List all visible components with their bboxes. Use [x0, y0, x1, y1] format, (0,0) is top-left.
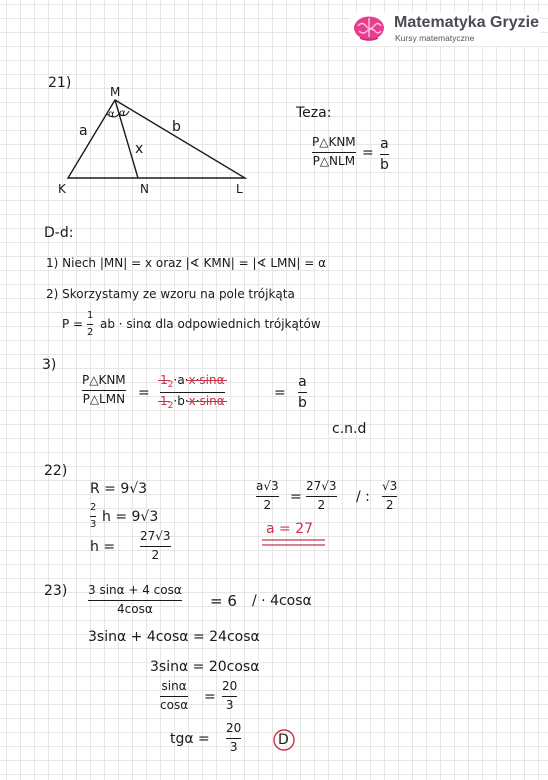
side-equation-equals: = [290, 489, 302, 505]
fraction-bar [306, 496, 337, 497]
side-label-a: a [79, 123, 88, 139]
point-label-k: K [58, 182, 66, 196]
cancel-2: 2 [167, 401, 174, 412]
trig-fraction [88, 584, 182, 617]
brand-title: Matematyka Gryzie [394, 14, 539, 31]
side-equation-right [306, 480, 337, 513]
step3-equals-1: = [138, 385, 150, 401]
area-formula-p: P = [62, 317, 84, 331]
side-eq-left-den: 2 [263, 497, 272, 512]
segment-label-x: x [135, 141, 144, 157]
fraction-bar [226, 738, 241, 739]
proof-step-1: 1) Niech |MN| = x oraz |∢ KMN| = |∢ LMN| = α [46, 256, 327, 270]
factor-b: ·b· [173, 394, 189, 409]
problem-21-number: 21) [48, 75, 72, 91]
height-den: 2 [151, 547, 160, 562]
two-thirds-den: 3 [90, 518, 97, 530]
thesis-equals: = [362, 145, 374, 161]
side-label-b: b [172, 119, 181, 135]
thesis-numerator: P△KNM [312, 135, 356, 149]
height-equation: h = 9√3 [102, 509, 159, 525]
dot: · [195, 394, 200, 409]
half-den: 2 [87, 326, 94, 338]
height-lhs: h = [90, 539, 116, 555]
fraction-bar [256, 496, 279, 497]
division-divisor [382, 480, 397, 513]
cos-den: cosα [160, 697, 189, 712]
division-operator: / : [356, 489, 370, 505]
step3-cancel-den [160, 395, 225, 411]
thesis-ratio-num: a [380, 136, 389, 152]
tangent-num: 20 [226, 721, 242, 735]
half-num: 1 [87, 310, 94, 321]
factor-a: ·a· [173, 373, 189, 387]
three-den: 3 [225, 697, 234, 712]
fraction-bar [160, 696, 188, 697]
proof-step-3: 3) [42, 357, 57, 373]
radius-value: R = 9√3 [90, 481, 148, 497]
twenty-thirds [222, 680, 237, 713]
thesis-fraction [312, 136, 356, 169]
step3-equals-2: = [274, 385, 286, 401]
angle-label-left: α [108, 109, 115, 120]
sin-cos-equals: = [204, 689, 216, 705]
step3-denominator: P△LMN [82, 391, 126, 406]
cancel-2: 2 [167, 380, 174, 390]
twenty-num: 20 [222, 679, 238, 693]
cancel-sin: sinα [199, 394, 225, 409]
trig-rhs: = 6 [210, 592, 237, 610]
point-label-m: M [110, 85, 121, 99]
point-label-l: L [236, 182, 243, 196]
thesis-ratio-den: b [380, 157, 389, 174]
answer-22: a = 27 [266, 521, 314, 537]
trig-step-3: 3sinα = 20cosα [150, 659, 260, 675]
fraction-bar [382, 496, 397, 497]
divisor-num: √3 [382, 479, 398, 493]
step3-result-num: a [298, 374, 307, 390]
fraction-bar [298, 392, 307, 393]
two-thirds-num: 2 [90, 502, 97, 513]
problem-23-number: 23) [44, 583, 68, 599]
dot: · [195, 373, 200, 387]
fraction-bar [87, 324, 93, 325]
sin-cos-ratio [160, 680, 188, 713]
sin-num: sinα [161, 679, 187, 693]
proof-label: D-d: [44, 225, 74, 241]
multiply-operator: / · 4cosα [252, 593, 312, 609]
height-value [140, 530, 171, 563]
step3-cancel-fraction [160, 374, 225, 412]
answer-23-letter: D [278, 732, 289, 748]
trig-fraction-den: 4cosα [117, 601, 153, 616]
trig-step-2: 3sinα + 4cosα = 24cosα [88, 629, 260, 645]
step3-numerator: P△KNM [82, 373, 126, 387]
two-thirds [90, 502, 96, 530]
tangent-value [226, 722, 241, 755]
thesis-label: Teza: [296, 105, 332, 121]
cancel-1: 1 [160, 394, 168, 409]
step3-result-den: b [298, 395, 307, 412]
side-eq-right-den: 2 [317, 497, 326, 512]
fraction-bar [88, 600, 182, 601]
trig-fraction-num: 3 sinα + 4 cosα [88, 583, 182, 597]
side-eq-left-num: a√3 [256, 479, 279, 493]
side-equation-left [256, 480, 279, 513]
qed-label: c.n.d [332, 421, 367, 437]
cancel-sin: sinα [199, 373, 225, 387]
cancel-x: x [188, 373, 196, 387]
fraction-bar [90, 516, 96, 517]
problem-22-number: 22) [44, 463, 68, 479]
step3-result [298, 374, 307, 411]
step3-ratio [82, 374, 126, 407]
fraction-bar [140, 546, 171, 547]
side-eq-right-num: 27√3 [306, 479, 337, 493]
fraction-bar [222, 696, 237, 697]
point-label-n: N [140, 182, 149, 196]
step3-cancel-num [160, 374, 224, 390]
tangent-den: 3 [229, 739, 238, 754]
thesis-denominator: P△NLM [312, 153, 356, 168]
cancel-1: 1 [160, 373, 168, 387]
area-formula-half [87, 310, 93, 338]
fraction-bar [82, 390, 126, 391]
divisor-den: 2 [385, 497, 394, 512]
area-formula-rest: ab · sinα dla odpowiednich trójkątów [100, 317, 321, 331]
height-num: 27√3 [140, 529, 171, 543]
fraction-bar [312, 152, 356, 153]
cancel-x: x [188, 394, 196, 409]
brand-subtitle: Kursy matematyczne [395, 33, 475, 43]
thesis-ratio [380, 136, 389, 173]
fraction-bar [380, 154, 389, 155]
proof-step-2: 2) Skorzystamy ze wzoru na pole trójkąta [46, 287, 295, 301]
angle-label-right: α [119, 108, 126, 119]
tangent-lhs: tgα = [170, 731, 210, 747]
